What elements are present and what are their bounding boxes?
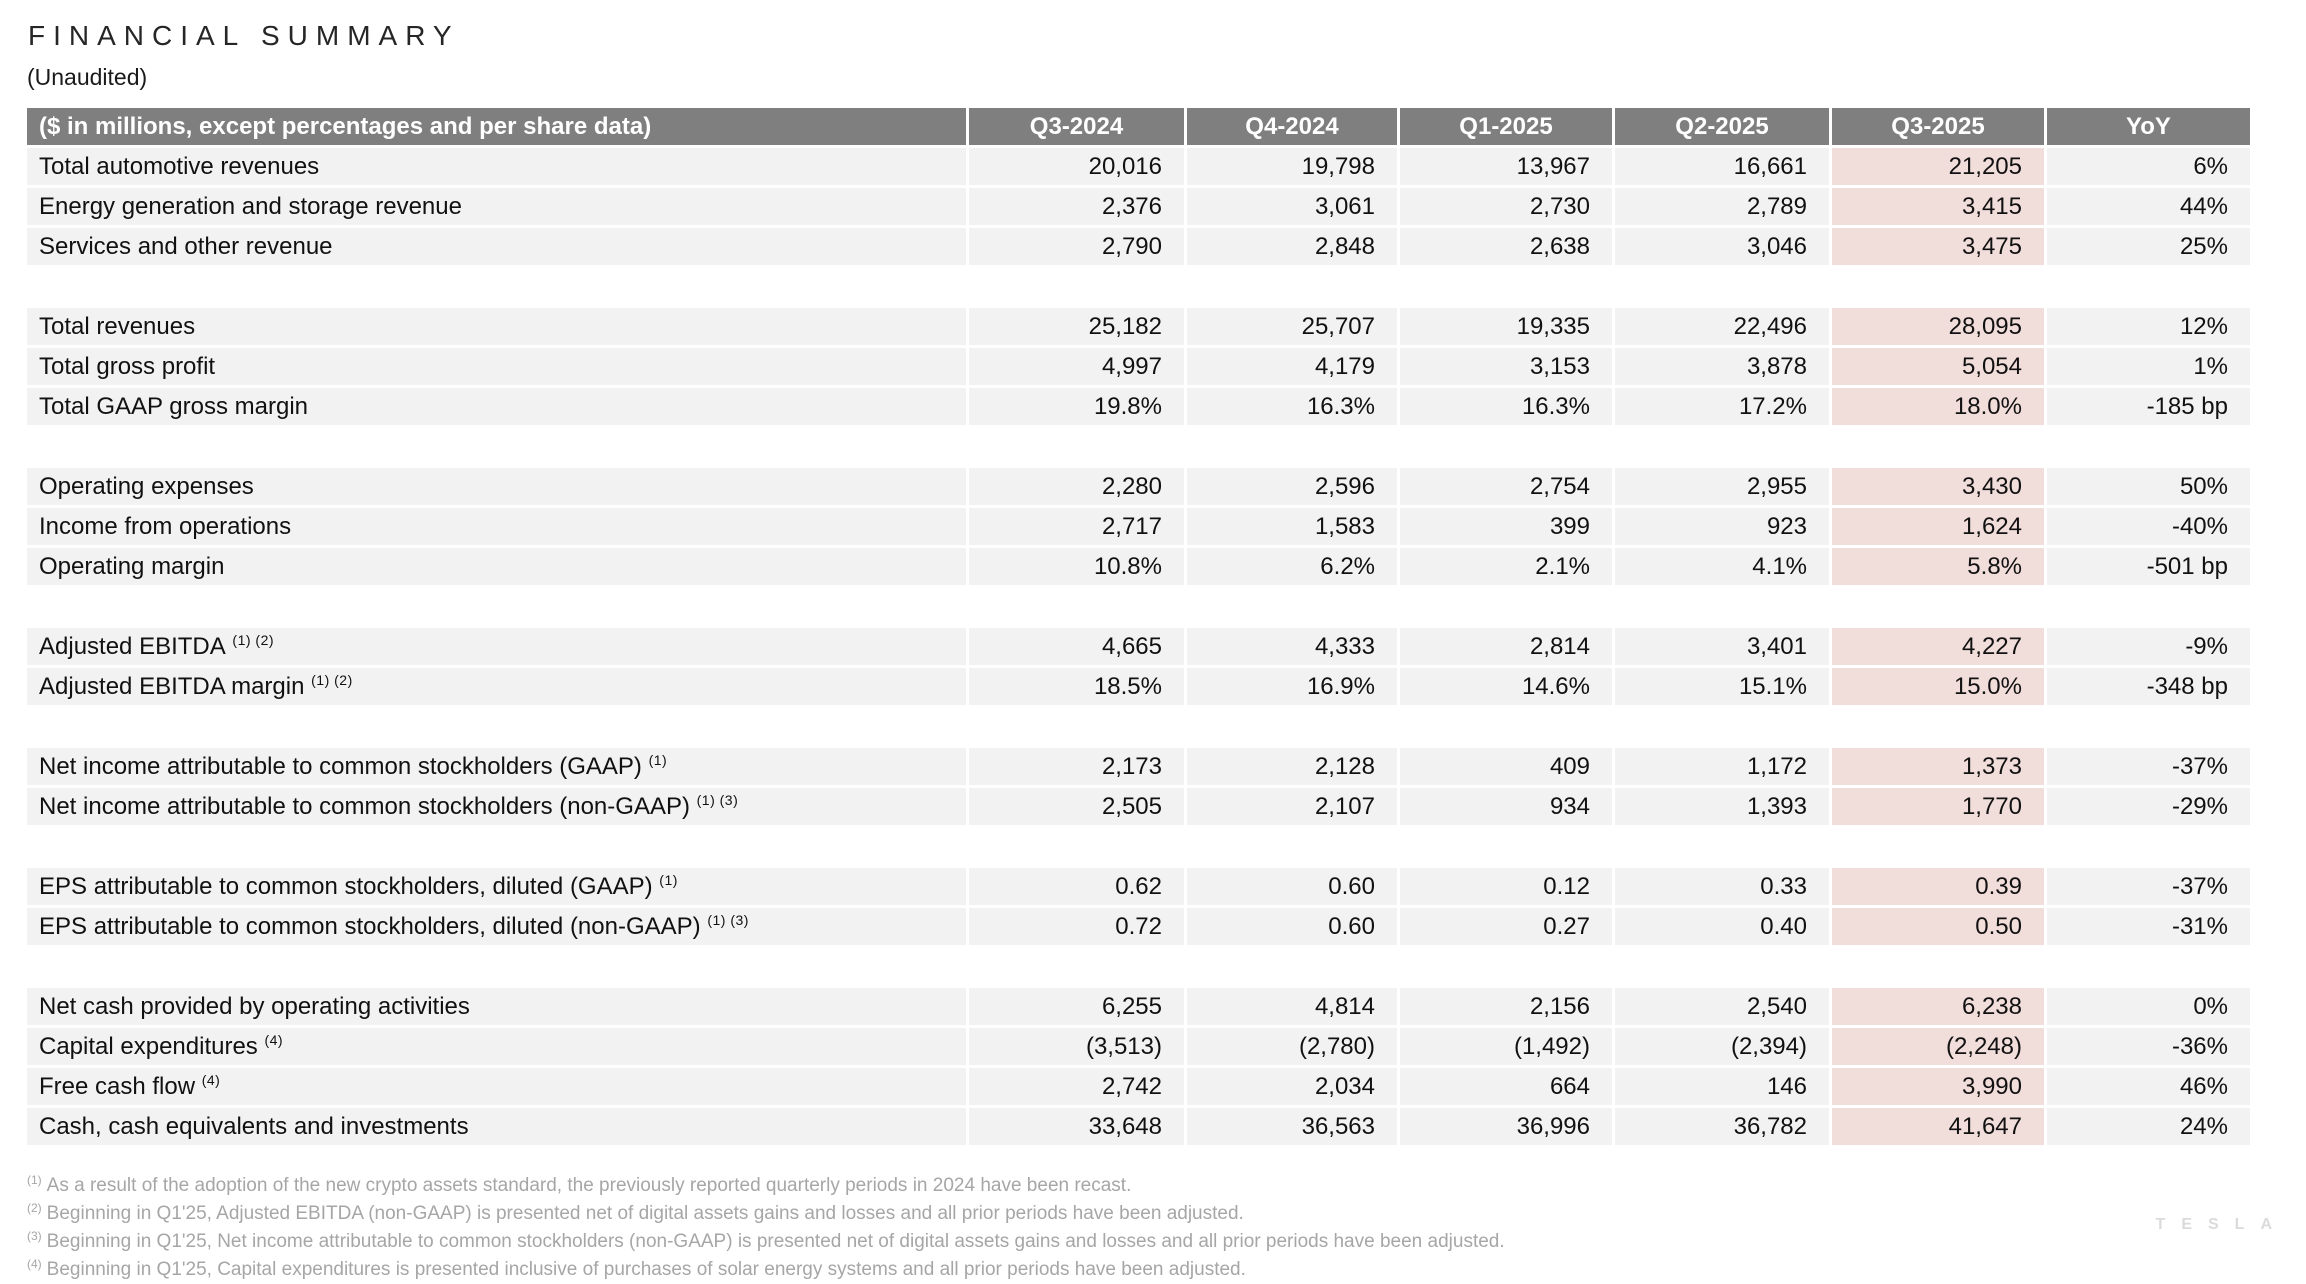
value-cell: 19,335 xyxy=(1400,308,1615,348)
value-cell: 2,107 xyxy=(1187,788,1400,828)
footnote-reference: (4) xyxy=(201,1071,221,1088)
value-cell: 16.3% xyxy=(1400,388,1615,428)
value-cell: (1,492) xyxy=(1400,1028,1615,1068)
column-header: Q3-2025 xyxy=(1832,108,2047,148)
value-cell: 0.39 xyxy=(1832,868,2047,908)
table-row xyxy=(27,668,2253,708)
value-cell: 923 xyxy=(1615,508,1832,548)
footnote-reference: (1) xyxy=(659,871,678,888)
spacer-cell xyxy=(27,588,2253,628)
table-row xyxy=(27,988,2253,1028)
value-cell: -40% xyxy=(2047,508,2253,548)
spacer-cell xyxy=(27,268,2253,308)
column-header: YoY xyxy=(2047,108,2253,148)
value-cell: 6.2% xyxy=(1187,548,1400,588)
value-cell: -37% xyxy=(2047,748,2253,788)
table-row xyxy=(27,148,2253,188)
value-cell: 25,182 xyxy=(969,308,1187,348)
value-cell: 3,153 xyxy=(1400,348,1615,388)
value-cell: 2,848 xyxy=(1187,228,1400,268)
spacer-row xyxy=(27,428,2253,468)
value-cell: 1,393 xyxy=(1615,788,1832,828)
table-row xyxy=(27,188,2253,228)
value-cell: -501 bp xyxy=(2047,548,2253,588)
row-label: Operating margin xyxy=(27,548,969,588)
row-label: Total automotive revenues xyxy=(27,148,969,188)
row-label: Operating expenses xyxy=(27,468,969,508)
value-cell: 2,955 xyxy=(1615,468,1832,508)
row-label: Total gross profit xyxy=(27,348,969,388)
value-cell: 0.27 xyxy=(1400,908,1615,948)
value-cell: 2,128 xyxy=(1187,748,1400,788)
value-cell: 2,173 xyxy=(969,748,1187,788)
value-cell: 0.72 xyxy=(969,908,1187,948)
table-row xyxy=(27,748,2253,788)
value-cell: -36% xyxy=(2047,1028,2253,1068)
value-cell: 4.1% xyxy=(1615,548,1832,588)
table-row xyxy=(27,508,2253,548)
value-cell: 6% xyxy=(2047,148,2253,188)
spacer-row xyxy=(27,268,2253,308)
value-cell: 2,717 xyxy=(969,508,1187,548)
row-label: Total revenues xyxy=(27,308,969,348)
value-cell: 22,496 xyxy=(1615,308,1832,348)
spacer-row xyxy=(27,948,2253,988)
spacer-cell xyxy=(27,708,2253,748)
value-cell: 15.0% xyxy=(1832,668,2047,708)
table-unit-header: ($ in millions, except percentages and per share data) xyxy=(27,108,969,148)
value-cell: 3,046 xyxy=(1615,228,1832,268)
footnote-reference: (1) (2) xyxy=(311,671,353,688)
table-row xyxy=(27,348,2253,388)
value-cell: 2,790 xyxy=(969,228,1187,268)
footnote-marker: (2) xyxy=(27,1200,42,1215)
value-cell: 0% xyxy=(2047,988,2253,1028)
spacer-cell xyxy=(27,948,2253,988)
value-cell: 17.2% xyxy=(1615,388,1832,428)
value-cell: 4,227 xyxy=(1832,628,2047,668)
value-cell: -185 bp xyxy=(2047,388,2253,428)
value-cell: 46% xyxy=(2047,1068,2253,1108)
table-row xyxy=(27,388,2253,428)
value-cell: 1,583 xyxy=(1187,508,1400,548)
value-cell: 36,782 xyxy=(1615,1108,1832,1148)
column-header: Q3-2024 xyxy=(969,108,1187,148)
footnotes xyxy=(27,1172,1505,1284)
value-cell: 0.33 xyxy=(1615,868,1832,908)
row-label: Services and other revenue xyxy=(27,228,969,268)
value-cell: 20,016 xyxy=(969,148,1187,188)
table-row xyxy=(27,788,2253,828)
value-cell: 2,789 xyxy=(1615,188,1832,228)
table-body xyxy=(27,148,2253,1148)
value-cell: 2,156 xyxy=(1400,988,1615,1028)
row-label: Income from operations xyxy=(27,508,969,548)
value-cell: 0.40 xyxy=(1615,908,1832,948)
footnote xyxy=(27,1172,1505,1200)
value-cell: 3,061 xyxy=(1187,188,1400,228)
value-cell: 50% xyxy=(2047,468,2253,508)
value-cell: 1,770 xyxy=(1832,788,2047,828)
value-cell: 409 xyxy=(1400,748,1615,788)
spacer-cell xyxy=(27,828,2253,868)
table-row xyxy=(27,228,2253,268)
page-title: FINANCIAL SUMMARY xyxy=(28,20,460,51)
footnote-text: Beginning in Q1'25, Net income attributable to common stockholders (non-GAAP) is presented net of digital assets gains and losses and all prior periods have been adjusted. xyxy=(46,1231,1505,1252)
value-cell: 2,540 xyxy=(1615,988,1832,1028)
value-cell: 18.5% xyxy=(969,668,1187,708)
column-header: Q1-2025 xyxy=(1400,108,1615,148)
spacer-row xyxy=(27,588,2253,628)
footnote xyxy=(27,1200,1505,1228)
table-row xyxy=(27,868,2253,908)
value-cell: 2,638 xyxy=(1400,228,1615,268)
table-header-row xyxy=(27,108,2253,148)
footnote xyxy=(27,1228,1505,1256)
value-cell: 2,280 xyxy=(969,468,1187,508)
footnote-marker: (3) xyxy=(27,1228,42,1243)
page-subtitle: (Unaudited) xyxy=(27,64,148,90)
table-row xyxy=(27,548,2253,588)
value-cell: 2,754 xyxy=(1400,468,1615,508)
row-label: Adjusted EBITDA $^{(1) (2)}$ xyxy=(27,628,969,668)
value-cell: 1,624 xyxy=(1832,508,2047,548)
spacer-row xyxy=(27,708,2253,748)
column-header: Q4-2024 xyxy=(1187,108,1400,148)
value-cell: 24% xyxy=(2047,1108,2253,1148)
row-label: Cash, cash equivalents and investments xyxy=(27,1108,969,1148)
value-cell: 2,742 xyxy=(969,1068,1187,1108)
value-cell: 41,647 xyxy=(1832,1108,2047,1148)
value-cell: 3,430 xyxy=(1832,468,2047,508)
value-cell: 28,095 xyxy=(1832,308,2047,348)
value-cell: (2,780) xyxy=(1187,1028,1400,1068)
value-cell: 1,172 xyxy=(1615,748,1832,788)
row-label: Energy generation and storage revenue xyxy=(27,188,969,228)
value-cell: 0.60 xyxy=(1187,868,1400,908)
footnote-reference: (1) (2) xyxy=(232,631,275,648)
row-label: Net cash provided by operating activities xyxy=(27,988,969,1028)
value-cell: 13,967 xyxy=(1400,148,1615,188)
value-cell: 10.8% xyxy=(969,548,1187,588)
value-cell: 5,054 xyxy=(1832,348,2047,388)
row-label: Total GAAP gross margin xyxy=(27,388,969,428)
value-cell: 2,730 xyxy=(1400,188,1615,228)
value-cell: 6,238 xyxy=(1832,988,2047,1028)
value-cell: 3,415 xyxy=(1832,188,2047,228)
spacer-row xyxy=(27,828,2253,868)
value-cell: (3,513) xyxy=(969,1028,1187,1068)
row-label: EPS attributable to common stockholders, diluted (GAAP) $^{(1)}$ xyxy=(27,868,969,908)
value-cell: 14.6% xyxy=(1400,668,1615,708)
footnote-text: As a result of the adoption of the new crypto assets standard, the previously reported quarterly periods in 2024 have been recast. xyxy=(46,1175,1132,1196)
footnote-text: Beginning in Q1'25, Adjusted EBITDA (non-GAAP) is presented net of digital assets gains and losses and all prior periods have been adjusted. xyxy=(46,1203,1244,1224)
value-cell: 2,034 xyxy=(1187,1068,1400,1108)
value-cell: 664 xyxy=(1400,1068,1615,1108)
value-cell: 5.8% xyxy=(1832,548,2047,588)
value-cell: -29% xyxy=(2047,788,2253,828)
table-row xyxy=(27,1108,2253,1148)
value-cell: 0.12 xyxy=(1400,868,1615,908)
value-cell: 3,878 xyxy=(1615,348,1832,388)
value-cell: 0.50 xyxy=(1832,908,2047,948)
value-cell: 1% xyxy=(2047,348,2253,388)
row-label: EPS attributable to common stockholders, diluted (non-GAAP) $^{(1) (3)}$ xyxy=(27,908,969,948)
value-cell: -31% xyxy=(2047,908,2253,948)
value-cell: 6,255 xyxy=(969,988,1187,1028)
value-cell: -9% xyxy=(2047,628,2253,668)
value-cell: 0.60 xyxy=(1187,908,1400,948)
value-cell: 2,596 xyxy=(1187,468,1400,508)
value-cell: 25% xyxy=(2047,228,2253,268)
row-label: Free cash flow $^{(4)}$ xyxy=(27,1068,969,1108)
value-cell: 36,996 xyxy=(1400,1108,1615,1148)
value-cell: 1,373 xyxy=(1832,748,2047,788)
table-row xyxy=(27,908,2253,948)
value-cell: 18.0% xyxy=(1832,388,2047,428)
value-cell: (2,248) xyxy=(1832,1028,2047,1068)
value-cell: 4,333 xyxy=(1187,628,1400,668)
footnote-reference: (1) (3) xyxy=(707,911,749,928)
value-cell: 2.1% xyxy=(1400,548,1615,588)
table-row xyxy=(27,468,2253,508)
value-cell: 36,563 xyxy=(1187,1108,1400,1148)
row-label: Capital expenditures $^{(4)}$ xyxy=(27,1028,969,1068)
footnote-reference: (1) (3) xyxy=(696,791,739,808)
value-cell: -37% xyxy=(2047,868,2253,908)
value-cell: 146 xyxy=(1615,1068,1832,1108)
value-cell: 2,814 xyxy=(1400,628,1615,668)
value-cell: 15.1% xyxy=(1615,668,1832,708)
value-cell: 19.8% xyxy=(969,388,1187,428)
row-label: Net income attributable to common stockholders (non-GAAP) $^{(1) (3)}$ xyxy=(27,788,969,828)
value-cell: 4,814 xyxy=(1187,988,1400,1028)
spacer-cell xyxy=(27,428,2253,468)
value-cell: 4,997 xyxy=(969,348,1187,388)
value-cell: 3,401 xyxy=(1615,628,1832,668)
table-row xyxy=(27,628,2253,668)
value-cell: 21,205 xyxy=(1832,148,2047,188)
footnote-reference: (4) xyxy=(264,1031,284,1048)
financial-summary-table xyxy=(27,108,2253,1148)
footnote xyxy=(27,1256,1505,1284)
table-row xyxy=(27,308,2253,348)
tesla-logo: TESLA xyxy=(2155,1216,2288,1233)
footnote-text: Beginning in Q1'25, Capital expenditures is presented inclusive of purchases of solar energy systems and all prior periods have been adjusted. xyxy=(46,1259,1246,1280)
value-cell: 12% xyxy=(2047,308,2253,348)
value-cell: 3,990 xyxy=(1832,1068,2047,1108)
value-cell: 16.3% xyxy=(1187,388,1400,428)
footnote-marker: (4) xyxy=(27,1256,42,1271)
value-cell: 16,661 xyxy=(1615,148,1832,188)
value-cell: 0.62 xyxy=(969,868,1187,908)
value-cell: 2,505 xyxy=(969,788,1187,828)
value-cell: 934 xyxy=(1400,788,1615,828)
value-cell: 44% xyxy=(2047,188,2253,228)
value-cell: 25,707 xyxy=(1187,308,1400,348)
value-cell: -348 bp xyxy=(2047,668,2253,708)
table-row xyxy=(27,1068,2253,1108)
table-row xyxy=(27,1028,2253,1068)
value-cell: 33,648 xyxy=(969,1108,1187,1148)
row-label: Adjusted EBITDA margin $^{(1) (2)}$ xyxy=(27,668,969,708)
footnote-reference: (1) xyxy=(648,751,668,768)
value-cell: (2,394) xyxy=(1615,1028,1832,1068)
value-cell: 16.9% xyxy=(1187,668,1400,708)
value-cell: 2,376 xyxy=(969,188,1187,228)
footnote-marker: (1) xyxy=(27,1172,42,1187)
value-cell: 399 xyxy=(1400,508,1615,548)
column-header: Q2-2025 xyxy=(1615,108,1832,148)
value-cell: 19,798 xyxy=(1187,148,1400,188)
row-label: Net income attributable to common stockholders (GAAP) $^{(1)}$ xyxy=(27,748,969,788)
value-cell: 3,475 xyxy=(1832,228,2047,268)
value-cell: 4,665 xyxy=(969,628,1187,668)
value-cell: 4,179 xyxy=(1187,348,1400,388)
